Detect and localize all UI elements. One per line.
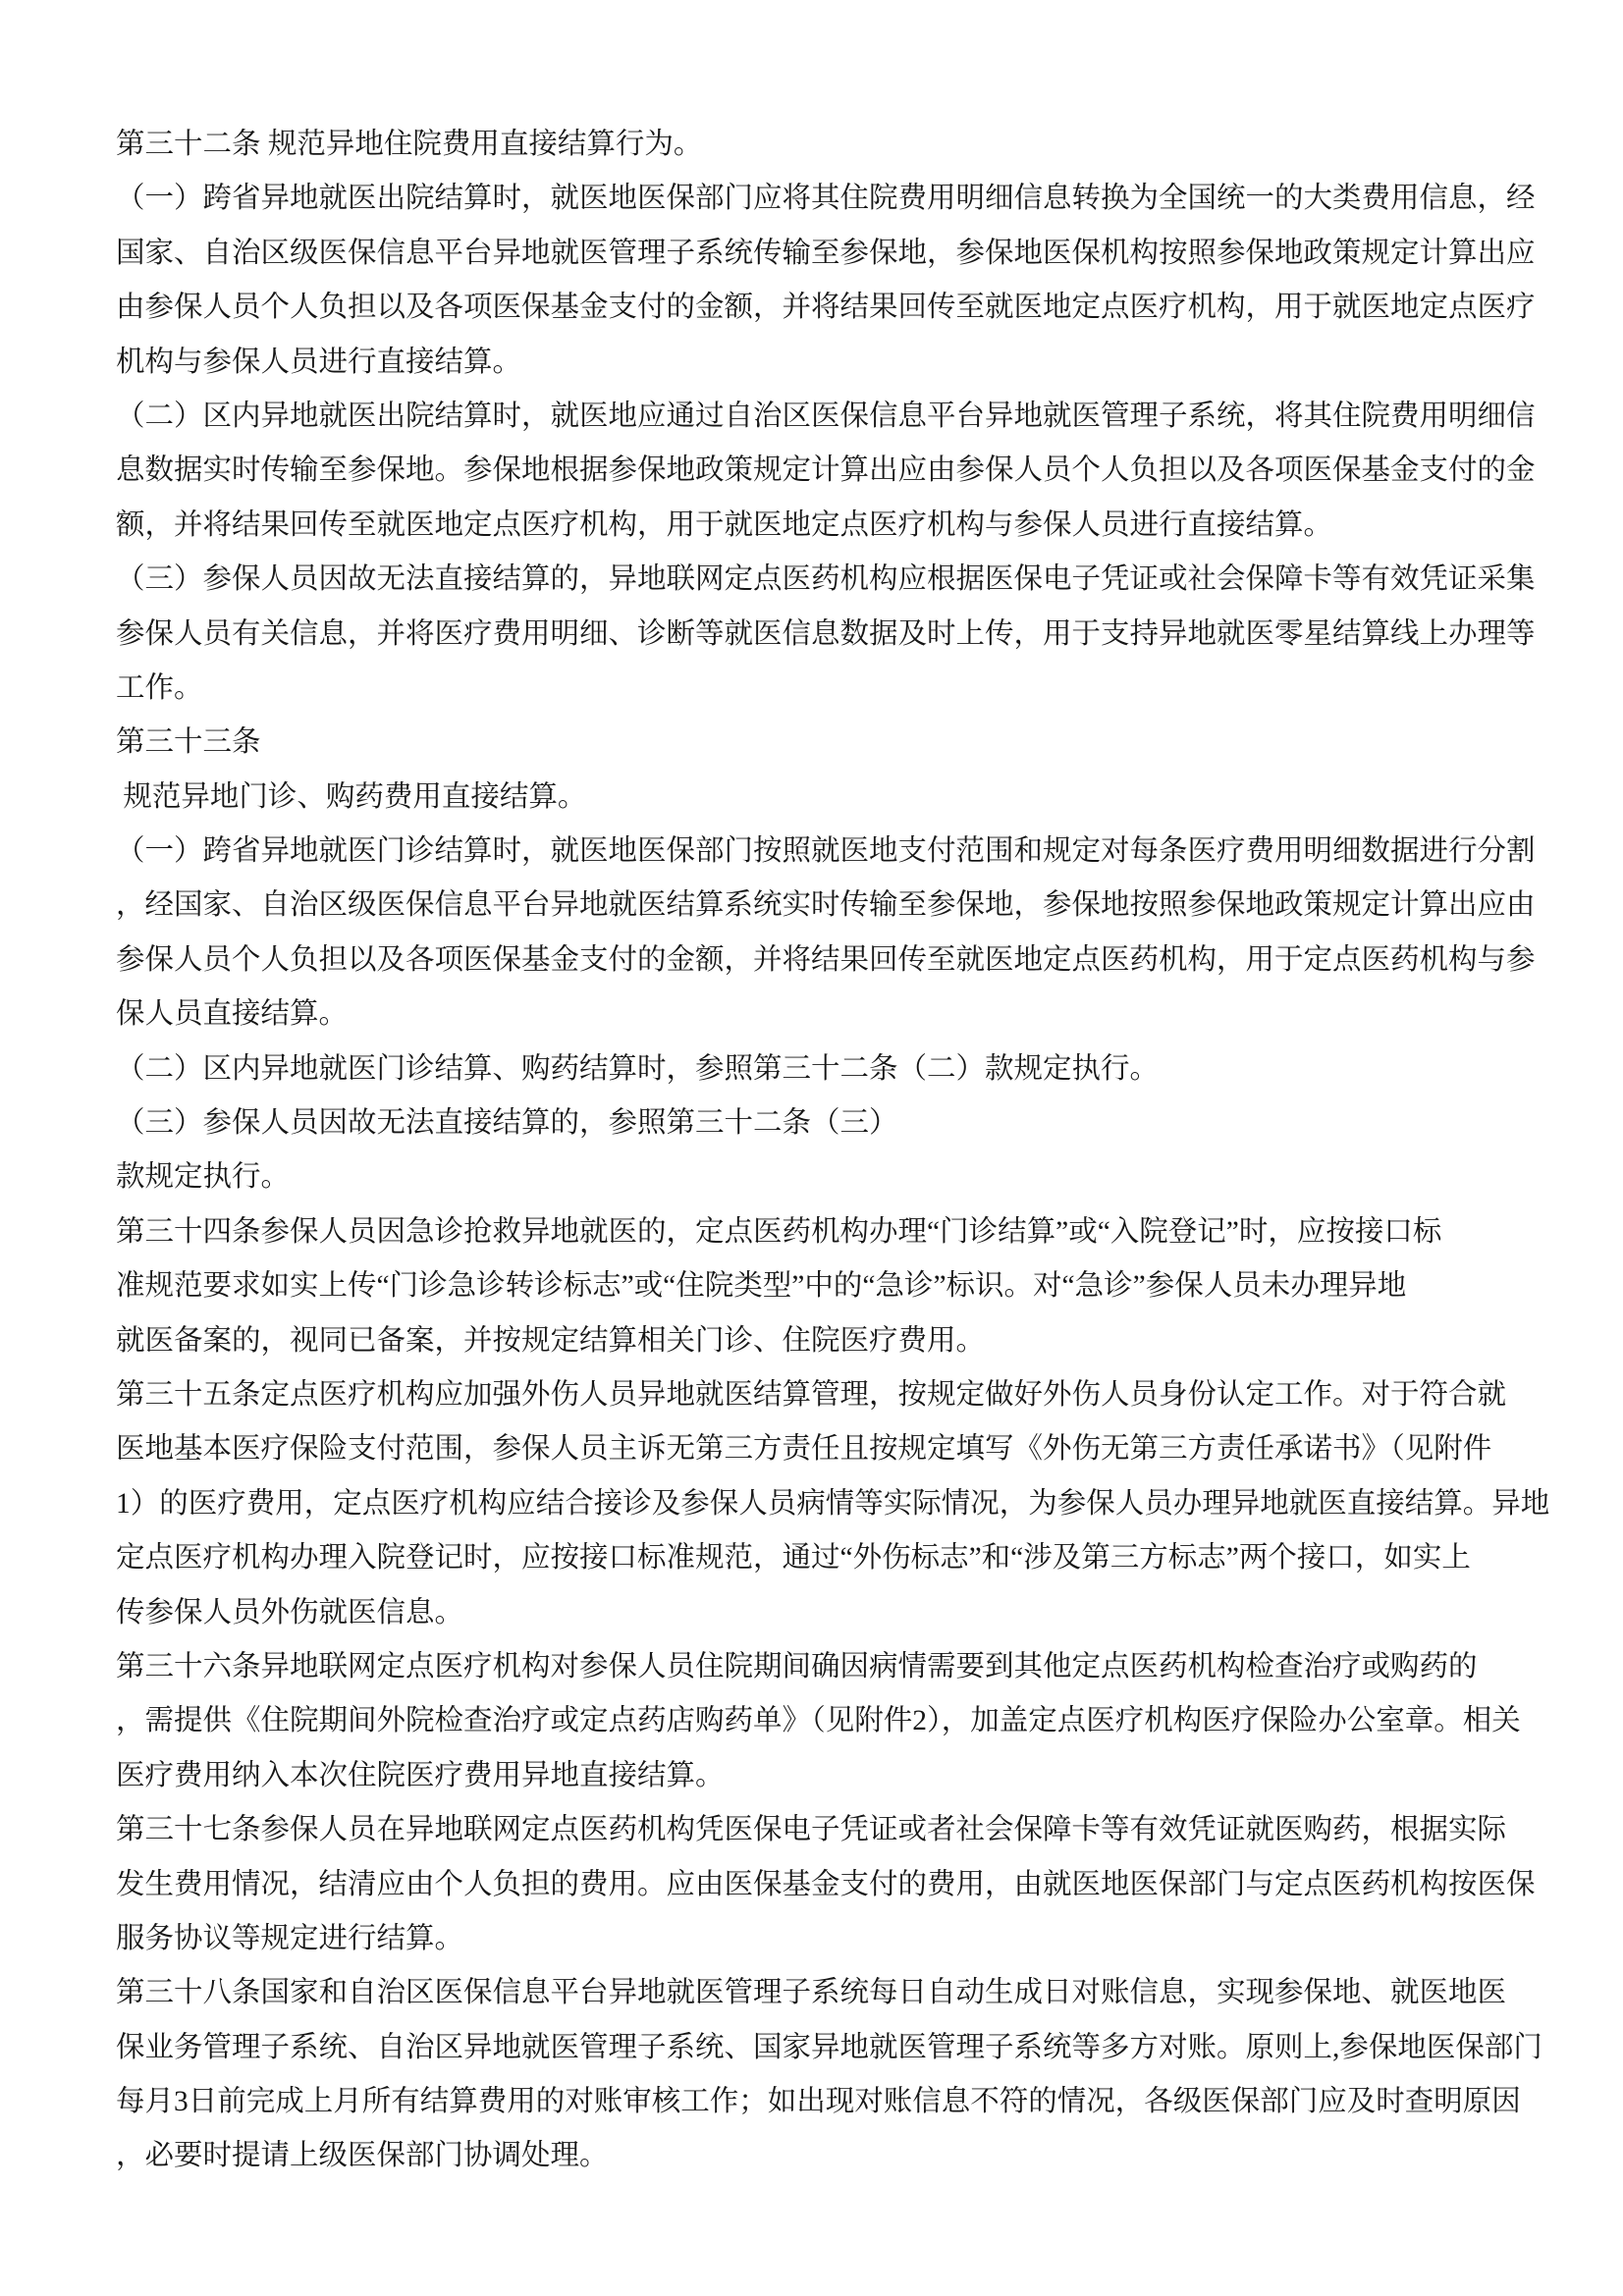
text-line: 第三十四条参保人员因急诊抢救异地就医的，定点医药机构办理“门诊结算”或“入院登记”时，应按接口标 xyxy=(116,1215,1442,1248)
text-line: 就医备案的，视同已备案，并按规定结算相关门诊、住院医疗费用。 xyxy=(116,1324,986,1357)
text-line: 发生费用情况，结清应由个人负担的费用。应由医保基金支付的费用，由就医地医保部门与定点医药机构按医保 xyxy=(116,1868,1536,1900)
text-line: 医疗费用纳入本次住院医疗费用异地直接结算。 xyxy=(116,1759,725,1791)
text-line: 规范异地门诊、购药费用直接结算。 xyxy=(116,780,587,813)
text-line: 由参保人员个人负担以及各项医保基金支付的金额，并将结果回传至就医地定点医疗机构，用于就医地定点医疗 xyxy=(116,292,1536,324)
text-line: 第三十三条 xyxy=(116,726,261,759)
text-line: （三）参保人员因故无法直接结算的，异地联网定点医药机构应根据医保电子凭证或社会保障卡等有效凭证采集 xyxy=(116,563,1536,596)
text-line: 参保人员个人负担以及各项医保基金支付的金额，并将结果回传至就医地定点医药机构，用于定点医药机构与参 xyxy=(116,943,1536,976)
text-line: 保人员直接结算。 xyxy=(116,998,349,1031)
text-line: 工作。 xyxy=(116,671,203,704)
document-text-body xyxy=(116,118,1559,2184)
text-line: 准规范要求如实上传“门诊急诊转诊标志”或“住院类型”中的“急诊”标识。对“急诊”参保人员未办理异地 xyxy=(116,1270,1407,1303)
text-line: 第三十二条 规范异地住院费用直接结算行为。 xyxy=(116,129,703,160)
text-line: （一）跨省异地就医出院结算时，就医地医保部门应将其住院费用明细信息转换为全国统一的大类费用信息，经 xyxy=(116,183,1536,215)
text-line: 息数据实时传输至参保地。参保地根据参保地政策规定计算出应由参保人员个人负担以及各项医保基金支付的金 xyxy=(116,454,1536,487)
text-line: 传参保人员外伤就医信息。 xyxy=(116,1596,464,1629)
text-line: （一）跨省异地就医门诊结算时，就医地医保部门按照就医地支付范围和规定对每条医疗费用明细数据进行分割 xyxy=(116,835,1536,868)
text-line: 第三十五条定点医疗机构应加强外伤人员异地就医结算管理，按规定做好外伤人员身份认定工作。对于符合就 xyxy=(116,1378,1507,1411)
text-line: 第三十八条国家和自治区医保信息平台异地就医管理子系统每日自动生成日对账信息，实现参保地、就医地医 xyxy=(116,1977,1507,2009)
text-line: 款规定执行。 xyxy=(116,1161,291,1194)
text-line: （三）参保人员因故无法直接结算的，参照第三十二条（三） xyxy=(116,1107,898,1140)
text-line: 机构与参保人员进行直接结算。 xyxy=(116,346,522,378)
text-line: 第三十六条异地联网定点医疗机构对参保人员住院期间确因病情需要到其他定点医药机构检查治疗或购药的 xyxy=(116,1650,1478,1682)
text-line: 定点医疗机构办理入院登记时，应按接口标准规范，通过“外伤标志”和“涉及第三方标志”两个接口，如实上 xyxy=(116,1542,1471,1575)
text-line: （二）区内异地就医门诊结算、购药结算时，参照第三十二条（二）款规定执行。 xyxy=(116,1052,1160,1085)
text-line: ，必要时提请上级医保部门协调处理。 xyxy=(116,2140,609,2172)
text-line: 1）的医疗费用，定点医疗机构应结合接诊及参保人员病情等实际情况，为参保人员办理异地就医直接结算。异地 xyxy=(116,1487,1550,1520)
text-line: ，经国家、自治区级医保信息平台异地就医结算系统实时传输至参保地，参保地按照参保地政策规定计算出应由 xyxy=(116,889,1536,922)
text-line: 每月3日前完成上月所有结算费用的对账审核工作；如出现对账信息不符的情况，各级医保部门应及时查明原因 xyxy=(116,2086,1521,2118)
text-line: 服务协议等规定进行结算。 xyxy=(116,1922,464,1954)
text-line: （二）区内异地就医出院结算时，就医地应通过自治区医保信息平台异地就医管理子系统，将其住院费用明细信 xyxy=(116,400,1536,432)
text-line: 医地基本医疗保险支付范围，参保人员主诉无第三方责任且按规定填写《外伤无第三方责任承诺书》（见附件 xyxy=(116,1433,1492,1466)
text-line: 参保人员有关信息，并将医疗费用明细、诊断等就医信息数据及时上传，用于支持异地就医零星结算线上办理等 xyxy=(116,617,1536,650)
text-line: 保业务管理子系统、自治区异地就医管理子系统、国家异地就医管理子系统等多方对账。原则上,参保地医保部门 xyxy=(116,2031,1542,2063)
text-line: ，需提供《住院期间外院检查治疗或定点药店购药单》（见附件2），加盖定点医疗机构医疗保险办公室章。相关 xyxy=(116,1705,1521,1737)
text-line: 第三十七条参保人员在异地联网定点医药机构凭医保电子凭证或者社会保障卡等有效凭证就医购药，根据实际 xyxy=(116,1814,1507,1846)
text-line: 额，并将结果回传至就医地定点医疗机构，用于就医地定点医疗机构与参保人员进行直接结算。 xyxy=(116,508,1333,541)
text-line: 国家、自治区级医保信息平台异地就医管理子系统传输至参保地，参保地医保机构按照参保地政策规定计算出应 xyxy=(116,237,1536,269)
